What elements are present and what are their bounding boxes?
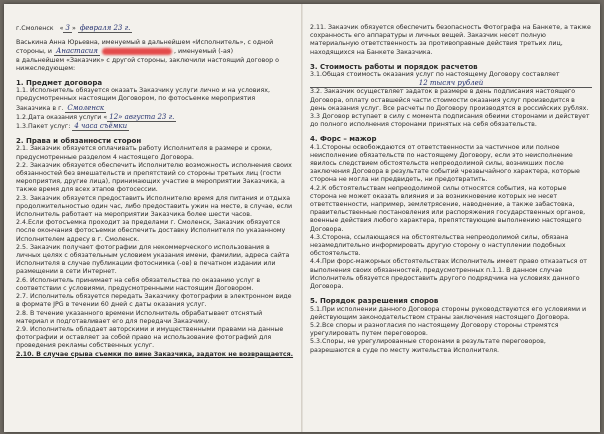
package-label: 1.3.Пакет услуг: bbox=[16, 123, 71, 131]
clause-5-1: 5.1.При исполнении данного Договора стороны руководствуются его условиями и действующим законодательством страны заключения настоящего Договора. bbox=[310, 305, 587, 321]
intro-line-3: в дальнейшем «Заказчик» с другой стороны, заключили настоящий договор о нижеследующем: bbox=[16, 56, 279, 72]
clause-3-1-value-line bbox=[310, 79, 592, 88]
clause-3-2: 3.2. Заказчик осуществляет задаток в размере в день подписания настоящего Договора, оплату оставшейся части стоимости оказания услуг производится в день оказания услуг. Все расчеты по Договору производятся в российских рублях. bbox=[310, 88, 589, 112]
clause-2-4: 2.4.Если фотосъемка проходит за пределами г. Смоленск, Заказчик обязуется после окончания фотосъемки обеспечить доставку Исполнителя по указанному Исполнителем адресу в г. Смоленск. bbox=[16, 219, 286, 243]
date-value: 12» августа 23 г. bbox=[109, 112, 175, 121]
clause-1-3 bbox=[16, 122, 294, 131]
page-fold bbox=[301, 4, 303, 432]
clause-4-1: 4.1.Стороны освобождаются от ответственности за частичное или полное неисполнение обязательств по настоящему Договору, если это неисполнение явилось следствием обстоятельств непреодолимой силы, возникших после заключения Договора в результате событий чрезвычайного характера, которые сторона не могла ни предвидеть, ни предотвратить. bbox=[310, 143, 580, 184]
clause-5-3: 5.3.Споры, не урегулированные сторонами в результате переговоров, разрешаются в суде по месту жительства Исполнителя. bbox=[310, 338, 546, 354]
header-city: г.Смоленск bbox=[16, 25, 54, 32]
clause-2-9: 2.9. Исполнитель обладает авторскими и имущественными правами на данные фотографии и оставляет за собой право на использование фотографий для проведения рекламы собственных услуг. bbox=[16, 325, 284, 350]
clause-1-2 bbox=[16, 113, 294, 122]
clause-4-3: 4.3.Сторона, ссылающаяся на обстоятельства непреодолимой силы, обязана незамедлительно информировать другую сторону о наступлении подобных обстоятельств. bbox=[310, 233, 569, 258]
clause-2-8: 2.8. В течение указанного времени Исполнитель обрабатывает отснятый материал и подготавливает его для передачи Заказчику. bbox=[16, 309, 263, 325]
section-4-title: 4. Форс – мажор bbox=[310, 135, 377, 144]
header-line bbox=[16, 24, 294, 33]
header-day: 3 bbox=[65, 24, 70, 32]
clause-2-10: 2.10. В случае срыва съемки по вине Заказчика, задаток не возвращается. bbox=[16, 350, 294, 358]
clause-4-4: 4.4.При форс-мажорных обстоятельствах Исполнитель имеет право отказаться от выполнения своих обязанностей, предусмотренных п.1.1. В данном случае Исполнитель обязуется предоставить другого подрядчика на условиях данного Договора. bbox=[310, 258, 587, 291]
section-5-title: 5. Порядок разрешения споров bbox=[310, 297, 439, 306]
intro-line-1: Васькина Анна Юрьевна, именуемый в дальнейшем «Исполнитель», с одной bbox=[16, 39, 274, 47]
left-column bbox=[16, 4, 294, 432]
clause-3-1: 3.1.Общая стоимость оказания услуг по настоящему Договору составляет bbox=[310, 71, 560, 79]
clause-2-2: 2.2. Заказчик обязуется обеспечить Исполнителю возможность исполнения своих обязанностей без вмешательств и препятствий со стороны третьих лиц (гости мероприятия, другие лица), принимающих участие в мероприятии Заказчика, а также время для всех этапов фотосессии. bbox=[16, 161, 292, 194]
client-name: Анастасия bbox=[56, 47, 98, 56]
clause-2-6: 2.6. Исполнитель принимает на себя обязательства по оказанию услуг в соответствии с условиями, предусмотренными настоящим Договором. bbox=[16, 276, 261, 292]
intro-line-2 bbox=[16, 47, 294, 56]
redacted-mark bbox=[102, 48, 172, 55]
contract-page bbox=[4, 4, 600, 432]
header-month-year: февраля 23 г. bbox=[79, 24, 131, 32]
header-quote-open: « bbox=[59, 25, 64, 32]
section-1-title: 1. Предмет договора bbox=[16, 79, 103, 88]
clause-2-5: 2.5. Заказчик получает фотографии для некоммерческого использования в личных целях с обязательным условием указания имени, фамилии, адреса сайта Исполнителя в случае публикации фотоснимка (-ов) в печатном издании или размещении в сети Интернет. bbox=[16, 243, 290, 276]
header-quote-close: » bbox=[71, 25, 76, 32]
clause-5-2: 5.2.Все споры и разногласия по настоящему Договору стороны стремятся урегулировать путем переговоров. bbox=[310, 321, 559, 338]
clause-2-11: 2.11. Заказчик обязуется обеспечить безопасность Фотографа на Банкете, а также сохранность его аппаратуры и личных вещей. Заказчик несет полную материальную ответственность за противоправные действия третьих лиц, находящихся на Банкете Заказчика. bbox=[310, 24, 591, 56]
right-column bbox=[310, 4, 592, 432]
city-value: Смоленск bbox=[67, 103, 105, 112]
clause-2-3: 2.3. Заказчик обязуется предоставить Исполнителю время для питания и отдыха продолжительностью один час, либо предоставить ужин на месте, в случае, если Исполнитель работает на мероприятии Заказчика более шести часов. bbox=[16, 194, 293, 219]
section-2-title: 2. Права и обязанности сторон bbox=[16, 137, 142, 146]
clause-2-1: 2.1. Заказчик обязуется оплачивать работу Исполнителя в размере и сроки, предусмотренные разделом 4 настоящего Договора. bbox=[16, 145, 272, 161]
section-3-title: 3. Стоимость работы и порядок расчетов bbox=[310, 62, 478, 71]
clause-1-1: 1.1. Исполнитель обязуется оказать Заказчику услуги лично и на условиях, предусмотренных настоящим Договором, по фотосъемке мероприятия bbox=[16, 87, 271, 103]
city-label: Заказчика в г. bbox=[16, 104, 64, 112]
price-value: 12 тысяч рублей bbox=[310, 79, 592, 88]
clause-1-1-city bbox=[16, 104, 294, 113]
clause-4-2: 4.2.К обстоятельствам непреодолимой силы относятся события, на которые сторона не может оказать влияния и за возникновение которых не несет ответственности, например, землетрясение, наводнение, а также забастовка, правительственные постановления или распоряжения государственных органов, военные действия любого характера, препятствующие выполнению настоящего Договора. bbox=[310, 184, 586, 233]
clause-3-3: 3.3 Договор вступает в силу с момента подписания обеими сторонами и действует до полного исполнения сторонами принятых на себя обязательств. bbox=[310, 113, 590, 129]
intro-suffix: , именуемый (-ая) bbox=[173, 48, 234, 56]
package-value: 4 часа съёмки bbox=[74, 122, 128, 131]
intro-prefix: стороны, и bbox=[16, 48, 53, 56]
clause-2-7: 2.7. Исполнитель обязуется передать Заказчику фотографии в электронном виде в формате JPG в течении 60 дней с даты оказания услуг. bbox=[16, 293, 292, 309]
date-label: 1.2.Дата оказания услуги « bbox=[16, 113, 108, 121]
